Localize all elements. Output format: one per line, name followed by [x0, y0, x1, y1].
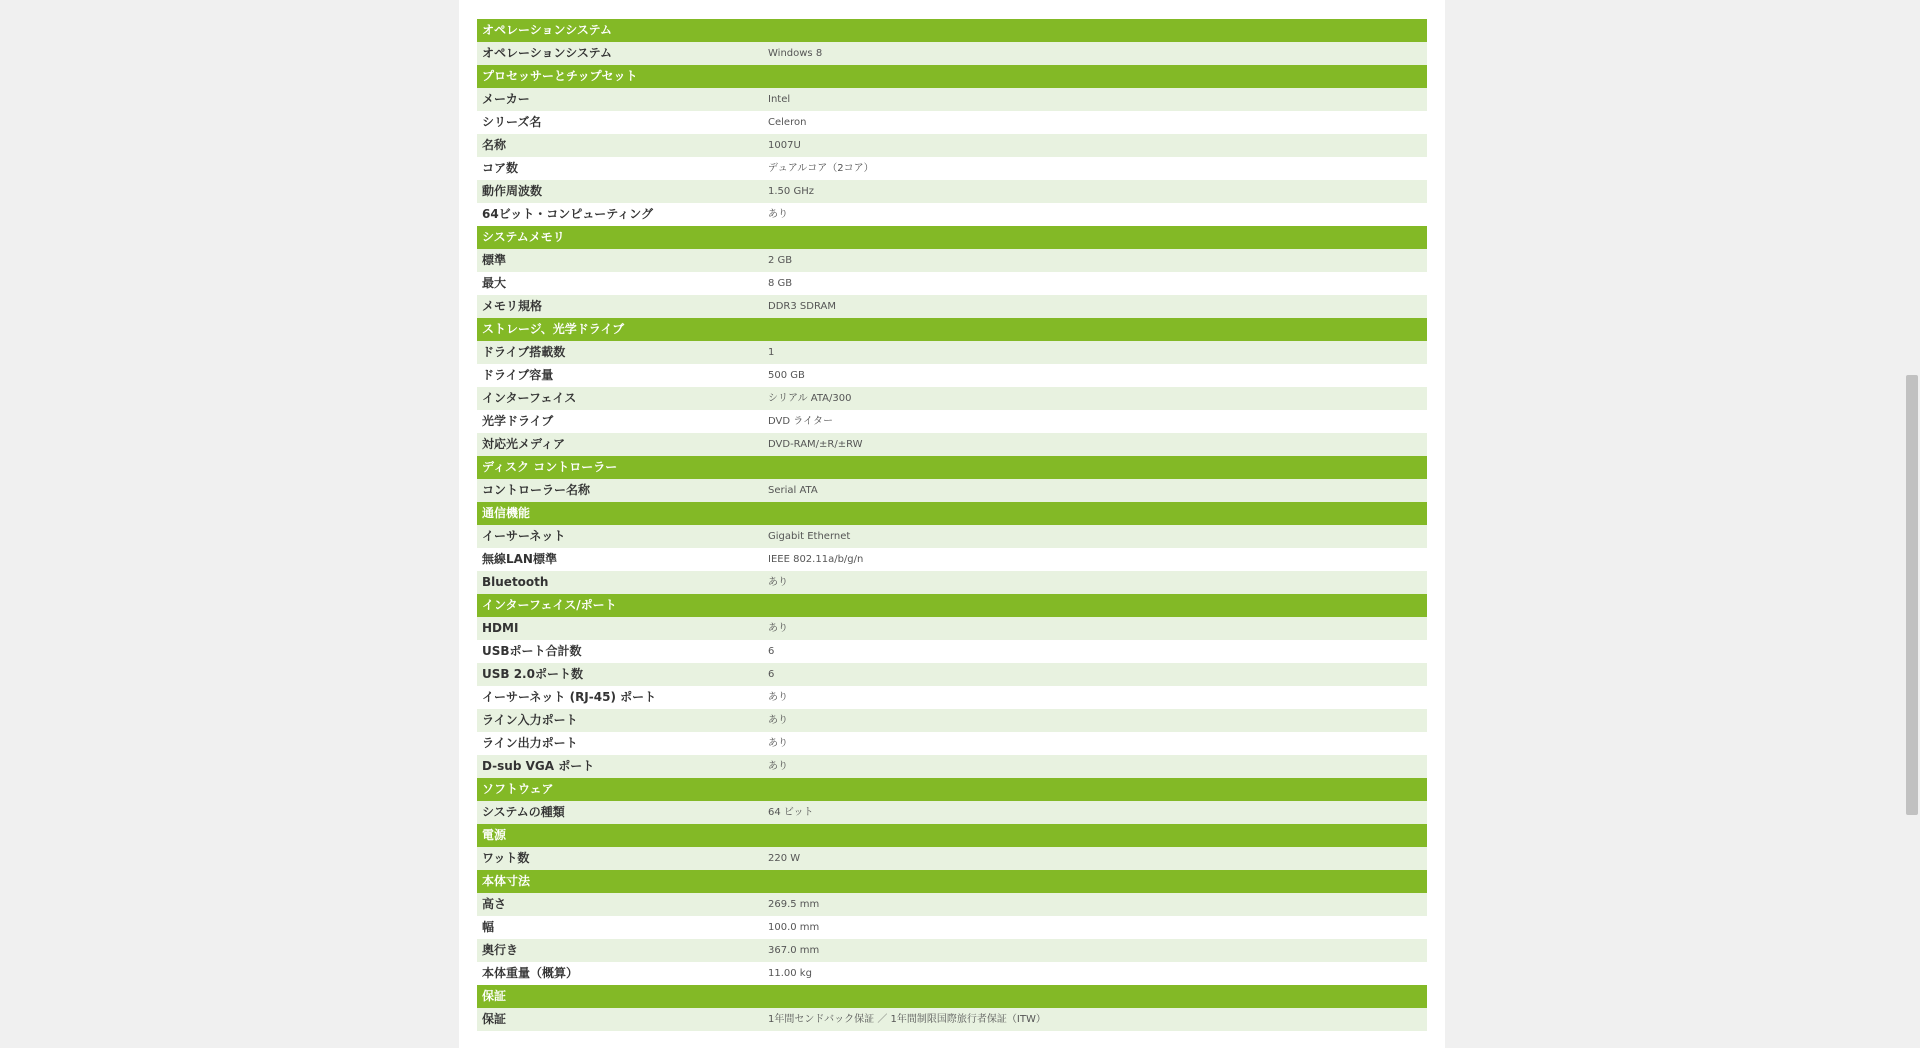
- spec-value: 367.0 mm: [768, 945, 820, 956]
- section-title: 保証: [482, 989, 507, 1003]
- spec-section-header: [477, 824, 1427, 847]
- spec-row: [477, 180, 1427, 203]
- spec-label: 標準: [482, 253, 507, 267]
- spec-row: [477, 617, 1427, 640]
- section-title: システムメモリ: [482, 230, 565, 244]
- spec-value: 6: [768, 669, 775, 680]
- spec-label: オペレーションシステム: [482, 46, 613, 60]
- spec-value: 2 GB: [768, 255, 793, 266]
- section-title: ディスク コントローラー: [482, 460, 618, 474]
- spec-value: DVD ライター: [768, 416, 833, 427]
- spec-label: 保証: [482, 1012, 507, 1026]
- spec-row: [477, 847, 1427, 870]
- spec-value: あり: [768, 577, 788, 588]
- spec-value: あり: [768, 692, 788, 703]
- spec-value: 8 GB: [768, 278, 793, 289]
- spec-value: Celeron: [768, 117, 807, 128]
- spec-label: 64ビット・コンピューティング: [482, 207, 654, 221]
- spec-label: メーカー: [482, 92, 530, 106]
- spec-value: 269.5 mm: [768, 899, 820, 910]
- spec-value: あり: [768, 715, 788, 726]
- spec-label: USB 2.0ポート数: [482, 667, 583, 681]
- spec-value: Windows 8: [768, 48, 823, 59]
- spec-label: 本体重量（概算）: [482, 966, 579, 980]
- spec-row: [477, 571, 1427, 594]
- spec-value: 1.50 GHz: [768, 186, 814, 197]
- spec-label: HDMI: [482, 621, 519, 635]
- spec-label: USBポート合計数: [482, 644, 582, 658]
- spec-label: シリーズ名: [482, 115, 542, 129]
- spec-value: Serial ATA: [768, 485, 818, 496]
- spec-label: 名称: [482, 138, 507, 152]
- spec-row: [477, 709, 1427, 732]
- spec-row: [477, 916, 1427, 939]
- spec-row: [477, 42, 1427, 65]
- spec-value: DVD-RAM/±R/±RW: [768, 439, 863, 450]
- spec-row: [477, 801, 1427, 824]
- spec-value: 100.0 mm: [768, 922, 820, 933]
- spec-value: あり: [768, 209, 788, 220]
- section-title: 本体寸法: [482, 874, 531, 888]
- spec-row: [477, 755, 1427, 778]
- section-title: 電源: [482, 828, 507, 842]
- spec-row: [477, 962, 1427, 985]
- spec-value: 220 W: [768, 853, 801, 864]
- section-title: 通信機能: [482, 506, 531, 520]
- spec-label: 奥行き: [482, 943, 519, 957]
- spec-row: [477, 663, 1427, 686]
- spec-row: [477, 410, 1427, 433]
- spec-section-header: [477, 226, 1427, 249]
- spec-section-header: [477, 318, 1427, 341]
- spec-label: ワット数: [482, 851, 530, 865]
- spec-label: ドライブ搭載数: [482, 345, 566, 359]
- spec-label: システムの種類: [482, 805, 565, 819]
- spec-row: [477, 525, 1427, 548]
- spec-value: あり: [768, 738, 788, 749]
- spec-label: コントローラー名称: [482, 483, 591, 497]
- spec-row: [477, 548, 1427, 571]
- spec-row: [477, 893, 1427, 916]
- spec-row: [477, 364, 1427, 387]
- spec-value: Gigabit Ethernet: [768, 531, 851, 542]
- spec-value: 64 ビット: [768, 807, 814, 818]
- spec-section-header: [477, 778, 1427, 801]
- section-title: ソフトウェア: [482, 782, 554, 796]
- spec-section-header: [477, 456, 1427, 479]
- spec-value: 11.00 kg: [768, 968, 812, 979]
- section-title: インターフェイス/ポート: [482, 598, 617, 612]
- spec-value: あり: [768, 623, 788, 634]
- spec-row: [477, 1008, 1427, 1031]
- scrollbar-thumb[interactable]: [1906, 375, 1918, 815]
- spec-value: 1年間センドバック保証 ／ 1年間制限国際旅行者保証（ITW）: [768, 1014, 1046, 1025]
- spec-row: [477, 732, 1427, 755]
- spec-label: イーサーネット: [482, 529, 566, 543]
- spec-row: [477, 157, 1427, 180]
- spec-section-header: [477, 19, 1427, 42]
- spec-label: 光学ドライブ: [482, 414, 554, 428]
- spec-label: インターフェイス: [482, 391, 577, 405]
- spec-value: 500 GB: [768, 370, 805, 381]
- spec-label: 最大: [482, 276, 507, 290]
- spec-row: [477, 272, 1427, 295]
- spec-row: [477, 249, 1427, 272]
- spec-label: 対応光メディア: [482, 437, 566, 451]
- spec-section-header: [477, 594, 1427, 617]
- spec-value: 6: [768, 646, 775, 657]
- spec-row: [477, 939, 1427, 962]
- spec-label: Bluetooth: [482, 575, 549, 589]
- spec-label: 幅: [482, 920, 495, 934]
- spec-section-header: [477, 985, 1427, 1008]
- spec-value: 1007U: [768, 140, 801, 151]
- spec-label: イーサーネット (RJ-45) ポート: [482, 690, 657, 704]
- spec-value: デュアルコア（2コア）: [768, 163, 874, 174]
- spec-label: メモリ規格: [482, 299, 543, 313]
- section-title: オペレーションシステム: [482, 23, 613, 37]
- spec-table: [477, 19, 1427, 1031]
- spec-label: ライン入力ポート: [482, 713, 578, 727]
- spec-row: [477, 387, 1427, 410]
- spec-value: IEEE 802.11a/b/g/n: [768, 554, 864, 565]
- spec-row: [477, 203, 1427, 226]
- spec-label: ライン出力ポート: [482, 736, 578, 750]
- spec-section-header: [477, 870, 1427, 893]
- spec-row: [477, 295, 1427, 318]
- spec-section-header: [477, 65, 1427, 88]
- spec-row: [477, 433, 1427, 456]
- spec-value: Intel: [768, 94, 791, 105]
- spec-label: ドライブ容量: [482, 368, 554, 382]
- spec-value: シリアル ATA/300: [768, 393, 852, 404]
- spec-value: DDR3 SDRAM: [768, 301, 836, 312]
- spec-row: [477, 640, 1427, 663]
- spec-row: [477, 134, 1427, 157]
- spec-label: 高さ: [482, 897, 507, 911]
- content-panel: [459, 0, 1445, 1048]
- spec-value: 1: [768, 347, 775, 358]
- section-title: ストレージ、光学ドライブ: [482, 322, 625, 336]
- section-title: プロセッサーとチップセット: [482, 69, 638, 83]
- spec-row: [477, 341, 1427, 364]
- spec-value: あり: [768, 761, 788, 772]
- spec-row: [477, 111, 1427, 134]
- spec-row: [477, 686, 1427, 709]
- spec-row: [477, 88, 1427, 111]
- spec-label: D-sub VGA ポート: [482, 759, 595, 773]
- spec-row: [477, 479, 1427, 502]
- spec-section-header: [477, 502, 1427, 525]
- spec-label: コア数: [482, 161, 519, 175]
- spec-label: 動作周波数: [482, 184, 543, 198]
- spec-label: 無線LAN標準: [482, 552, 557, 566]
